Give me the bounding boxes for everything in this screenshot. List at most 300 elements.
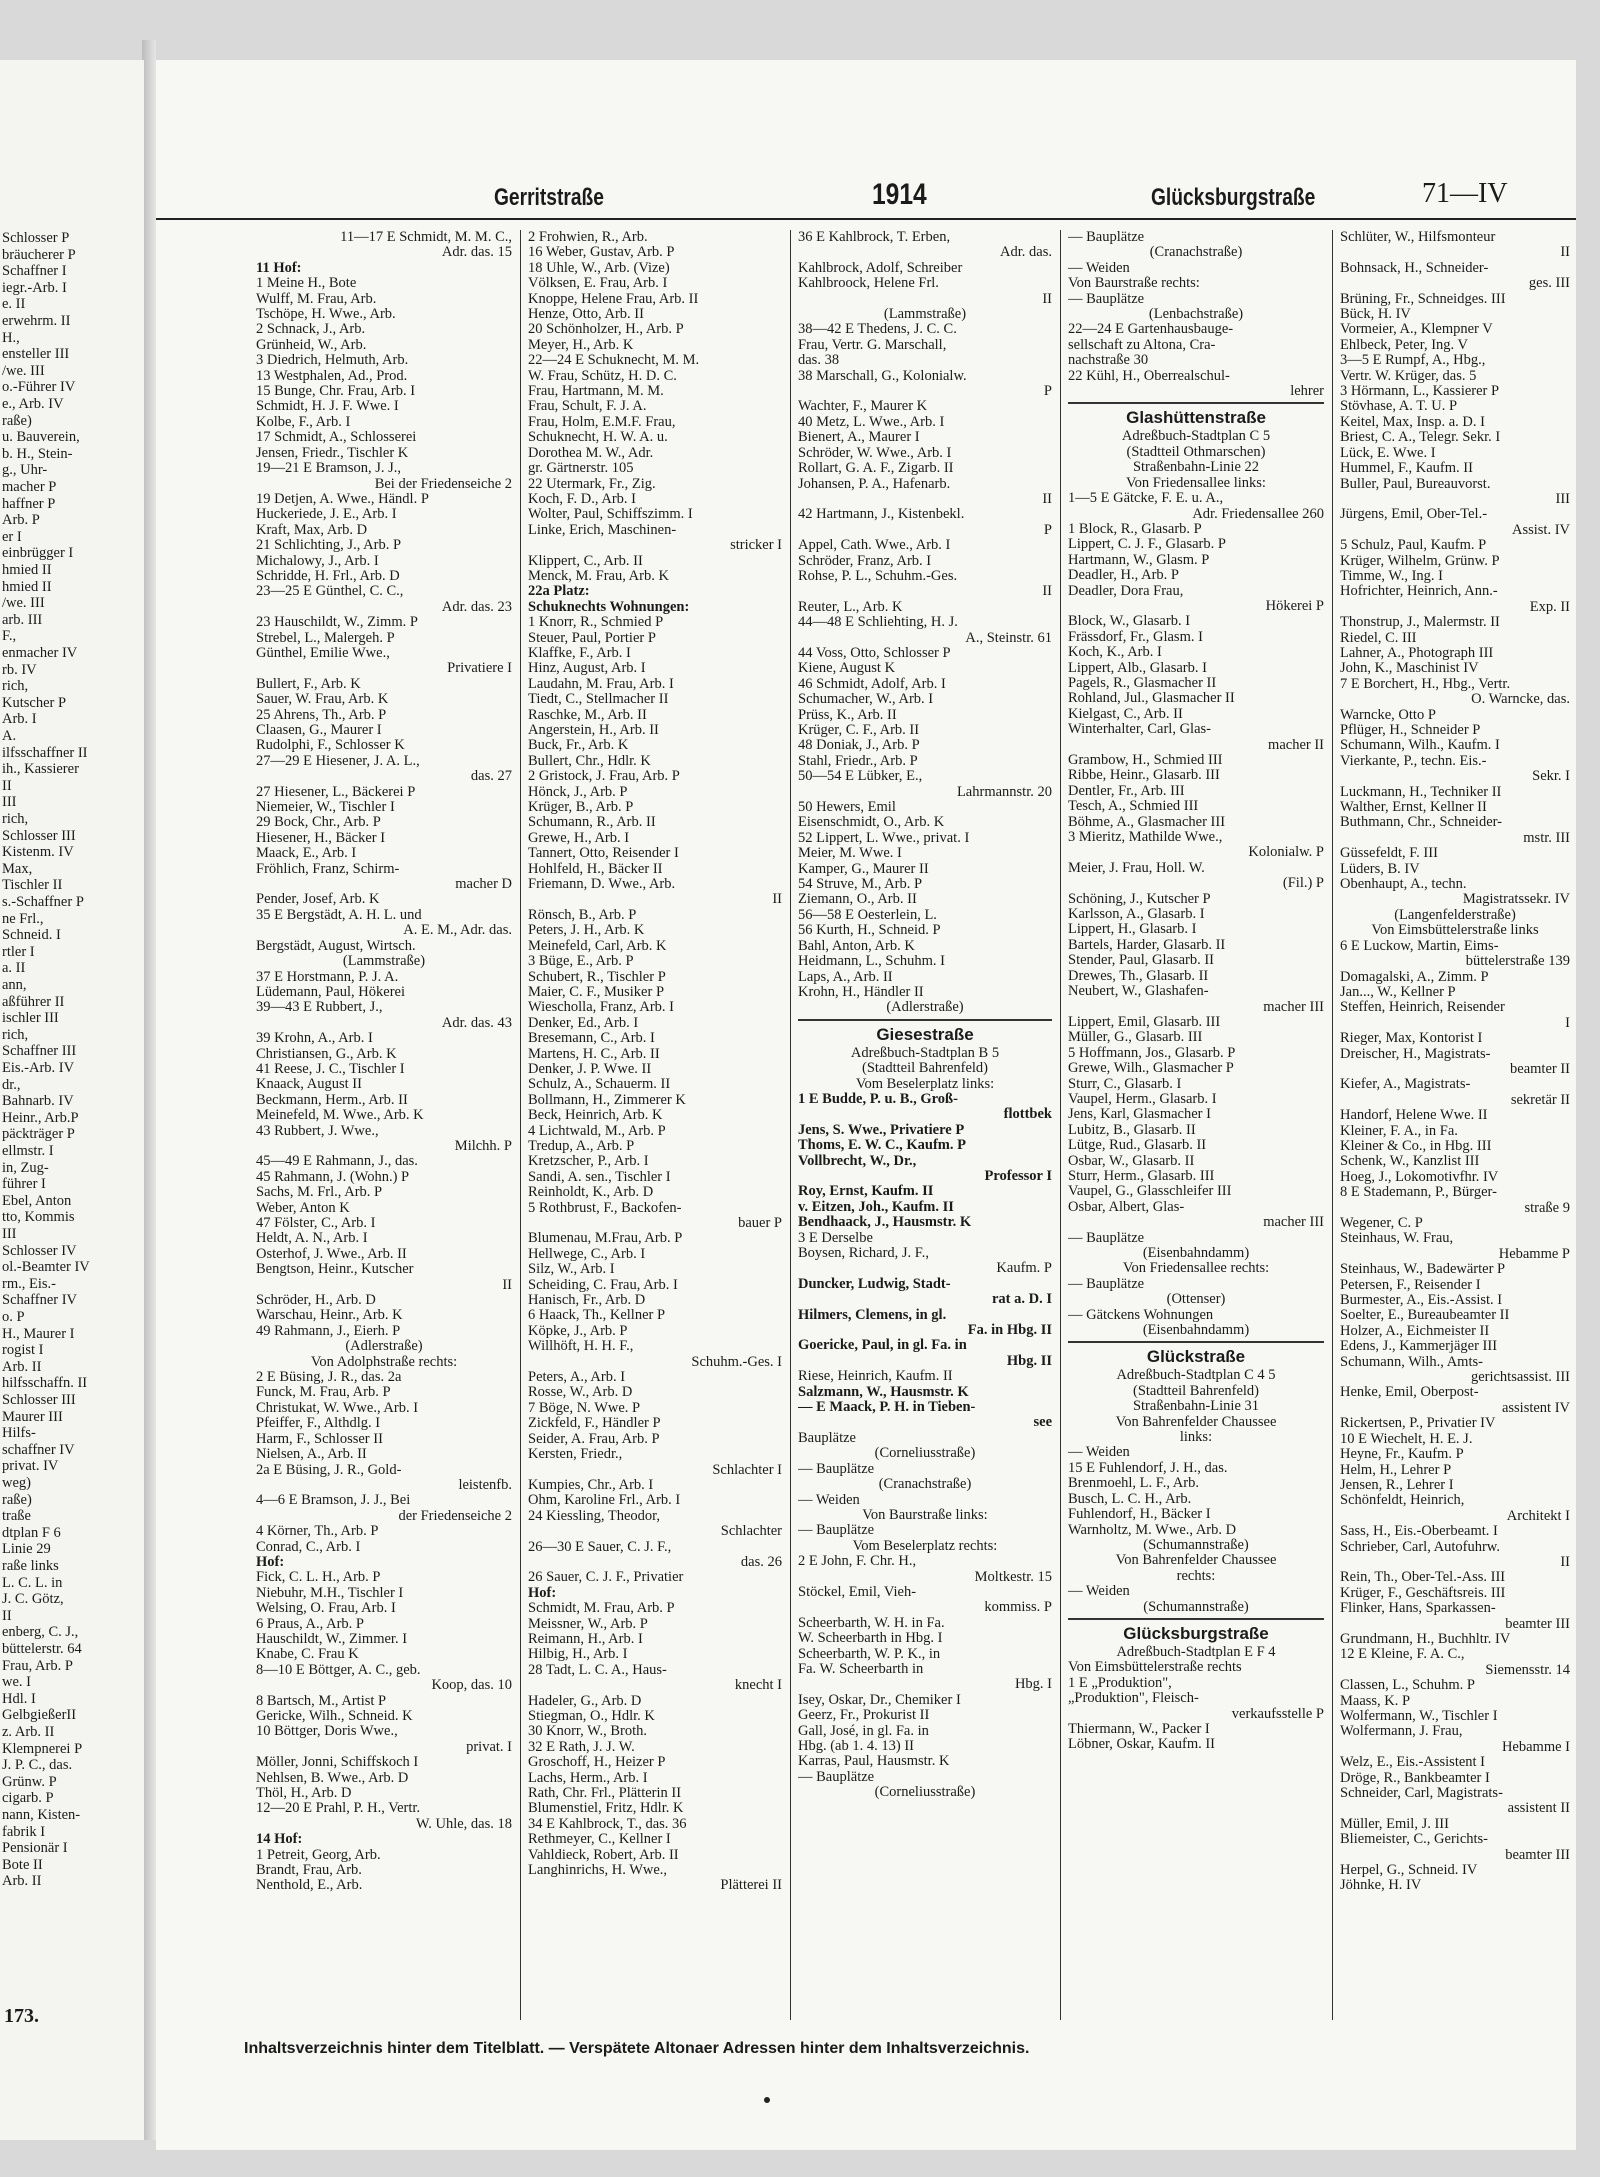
directory-entry: Brüning, Fr., Schneidges. III	[1340, 291, 1506, 307]
directory-entry: 43 Rubbert, J. Wwe.,	[256, 1123, 379, 1139]
left-page-line: rm., Eis.-	[2, 1275, 56, 1292]
column-2	[528, 230, 782, 2020]
directory-entry: Hbg. II	[1006, 1353, 1052, 1369]
directory-entry: 24 Kiessling, Theodor,	[528, 1508, 661, 1524]
directory-entry: Ohm, Karoline Frl., Arb. I	[528, 1493, 681, 1509]
directory-entry: Rieger, Max, Kontorist I	[1340, 1031, 1483, 1047]
directory-entry: Bienert, A., Maurer I	[798, 430, 920, 446]
directory-entry: Schuknechts Wohnungen:	[528, 599, 690, 615]
directory-entry: Von Eimsbüttelerstraße rechts	[1068, 1660, 1242, 1676]
left-page-line: J. P. C., das.	[2, 1757, 73, 1774]
directory-entry: Hiesener, H., Bäcker I	[256, 830, 386, 846]
directory-entry: Hofrichter, Heinrich, Ann.-	[1340, 584, 1498, 600]
directory-entry: Linke, Erich, Maschinen-	[528, 522, 677, 538]
directory-entry: Vom Beselerplatz rechts:	[852, 1538, 998, 1554]
directory-entry: Scheerbarth, W. H. in Fa.	[798, 1615, 945, 1631]
directory-entry: Johansen, P. A., Hafenarb.	[798, 476, 951, 492]
directory-entry: Adr. Friedensallee 260	[1192, 506, 1324, 522]
left-page-line: ischler III	[2, 1010, 59, 1027]
directory-entry: Rönsch, B., Arb. P	[528, 907, 637, 923]
directory-entry: 2 Frohwien, R., Arb.	[528, 230, 648, 245]
directory-entry: Niemeier, W., Tischler I	[256, 800, 395, 816]
directory-entry: Appel, Cath. Wwe., Arb. I	[798, 538, 951, 554]
column-4	[1068, 230, 1324, 2020]
directory-entry: W. Scheerbarth in Hbg. I	[798, 1631, 943, 1647]
directory-entry: (Lammstraße)	[883, 307, 967, 323]
left-page-line: privat. IV	[2, 1458, 59, 1475]
directory-entry: Pflüger, H., Schneider P	[1340, 723, 1481, 738]
directory-entry: Dentler, Fr., Arb. III	[1068, 783, 1185, 799]
directory-entry: Helm, H., Lehrer P	[1340, 1462, 1452, 1478]
directory-entry: Heyne, Fr., Kaufm. P	[1340, 1447, 1464, 1463]
directory-entry: 48 Doniak, J., Arb. P	[798, 738, 920, 754]
left-page-line: Kutscher P	[2, 694, 67, 711]
directory-entry: Hilmers, Clemens, in gl.	[798, 1307, 947, 1323]
directory-entry: Kaufm. P	[996, 1261, 1052, 1277]
directory-entry: W. Uhle, das. 18	[415, 1816, 512, 1832]
directory-entry: beamter III	[1505, 1616, 1570, 1632]
directory-entry: Hanisch, Fr., Arb. D	[528, 1293, 646, 1309]
directory-entry: das. 27	[470, 769, 512, 785]
directory-entry: — Weiden	[798, 1492, 860, 1508]
left-page-line: u. Bauverein,	[2, 429, 80, 446]
directory-entry: Adreßbuch-Stadtplan C 5	[1121, 429, 1271, 445]
directory-entry: Völksen, E. Frau, Arb. I	[528, 276, 668, 292]
directory-entry: Güssefeldt, F. III	[1340, 846, 1438, 862]
directory-entry: (Stadtteil Bahrenfeld)	[1132, 1383, 1260, 1399]
directory-entry: Herpel, G., Schneid. IV	[1340, 1863, 1478, 1879]
directory-entry: Henze, Otto, Arb. II	[528, 307, 644, 323]
column-divider	[790, 230, 791, 2020]
directory-entry: — Gätckens Wohnungen	[1068, 1307, 1214, 1323]
directory-entry: 47 Fölster, C., Arb. I	[256, 1216, 376, 1231]
directory-entry: Schneider, Carl, Magistrats-	[1340, 1786, 1503, 1802]
directory-entry: Möller, Jonni, Schiffskoch I	[256, 1755, 419, 1771]
directory-entry: Soelter, E., Bureaubeamter II	[1340, 1308, 1510, 1324]
directory-entry: Michalowy, J., Arb. I	[256, 553, 379, 569]
directory-entry: Denker, J. P. Wwe. II	[528, 1061, 652, 1077]
directory-entry: 22—24 E Gartenhausbauge-	[1068, 322, 1234, 338]
directory-entry: — Bauplätze	[1068, 1276, 1145, 1292]
left-page-line: raße)	[2, 1491, 32, 1508]
directory-entry: Vahldieck, Robert, Arb. II	[528, 1847, 679, 1863]
directory-entry: ges. III	[1528, 276, 1570, 292]
directory-entry: sekretär II	[1510, 1092, 1570, 1108]
directory-entry: Buller, Paul, Bureauvorst.	[1340, 476, 1491, 492]
directory-entry: Pender, Josef, Arb. K	[256, 892, 380, 908]
left-page-line: b. H., Stein-	[2, 445, 73, 462]
directory-entry: Reuter, L., Arb. K	[798, 599, 903, 615]
directory-entry: Von Baurstraße rechts:	[1068, 276, 1200, 292]
directory-entry: 29 Bock, Chr., Arb. P	[256, 815, 381, 831]
directory-entry: 25 Ahrens, Th., Arb. P	[256, 707, 387, 723]
left-page-line: arb. III	[2, 611, 43, 628]
directory-entry: Welz, E., Eis.-Assistent I	[1340, 1755, 1486, 1771]
directory-entry: 5 Hoffmann, Jos., Glasarb. P	[1068, 1045, 1236, 1061]
directory-entry: 19—21 E Bramson, J. J.,	[256, 461, 401, 477]
directory-entry: bauer P	[738, 1216, 782, 1231]
directory-entry: Meinefeld, Carl, Arb. K	[528, 938, 667, 954]
left-page-line: rich,	[2, 678, 29, 695]
directory-entry: Straßenbahn-Linie 31	[1132, 1399, 1260, 1415]
column-divider	[1060, 230, 1061, 2020]
directory-entry: (Fil.) P	[1282, 876, 1324, 892]
left-page-line: Hilfs-	[2, 1425, 36, 1442]
directory-entry: Rath, Chr. Frl., Plätterin II	[528, 1786, 682, 1802]
directory-entry: Lippert, Emil, Glasarb. III	[1068, 1014, 1221, 1030]
directory-entry: macher II	[1268, 737, 1324, 753]
directory-entry: Rohse, P. L., Schuhm.-Ges.	[798, 568, 958, 584]
left-page-line: Maurer III	[2, 1408, 63, 1425]
left-page-number: 173.	[4, 2005, 39, 2027]
directory-entry: Schöning, J., Kutscher P	[1068, 891, 1211, 907]
directory-entry: Reimann, H., Arb. I	[528, 1631, 643, 1647]
directory-entry: sellschaft zu Altona, Cra-	[1068, 337, 1216, 353]
directory-entry: 39 Krohn, A., Arb. I	[256, 1031, 373, 1047]
directory-entry: Fa. in Hbg. II	[967, 1323, 1052, 1339]
left-page-line: J. C. Götz,	[2, 1591, 64, 1608]
directory-entry: 11 Hof:	[256, 260, 302, 276]
directory-entry: 38 Marschall, G., Kolonialw.	[798, 368, 967, 384]
directory-entry: Exp. II	[1529, 599, 1570, 615]
directory-entry: Lück, E. Wwe. I	[1340, 445, 1436, 461]
directory-entry: 21 Schlichting, J., Arb. P	[256, 538, 402, 554]
directory-entry: (Stadtteil Bahrenfeld)	[861, 1061, 989, 1077]
directory-entry: Peters, A., Arb. I	[528, 1370, 626, 1386]
left-page-line: hilfsschaffn. II	[2, 1375, 88, 1392]
left-page-line: iegr.-Arb. I	[2, 279, 67, 296]
directory-entry: 2 Schnack, J., Arb.	[256, 322, 366, 338]
directory-entry: Henke, Emil, Oberpost-	[1340, 1385, 1479, 1401]
directory-entry: (Adlerstraße)	[886, 1000, 964, 1016]
directory-entry: Peters, J. H., Arb. K	[528, 923, 645, 939]
directory-entry: Scheerbarth, W. P. K., in	[798, 1646, 941, 1662]
left-page-line: raße links	[2, 1558, 59, 1574]
directory-entry: (Schumannstraße)	[1143, 1537, 1249, 1553]
directory-entry: 40 Metz, L. Wwe., Arb. I	[798, 414, 945, 430]
page-mark	[764, 2097, 770, 2103]
directory-entry: Wiescholla, Franz, Arb. I	[528, 1000, 674, 1016]
directory-entry: 2a E Büsing, J. R., Gold-	[256, 1462, 402, 1478]
directory-entry: büttelerstraße 139	[1465, 954, 1570, 970]
directory-entry: Hartmann, W., Glasm. P	[1068, 552, 1210, 568]
directory-entry: Jensen, R., Lehrer I	[1340, 1477, 1454, 1493]
directory-entry: Briest, C. A., Telegr. Sekr. I	[1340, 430, 1501, 446]
directory-entry: Funck, M. Frau, Arb. P	[256, 1385, 391, 1401]
directory-entry: Jensen, Friedr., Tischler K	[256, 445, 409, 461]
directory-entry: Von Bahrenfelder Chaussee	[1115, 1414, 1277, 1430]
directory-entry: 22—24 E Schuknecht, M. M.	[528, 353, 700, 369]
directory-entry: nachstraße 30	[1068, 353, 1149, 369]
directory-entry: 4 Lichtwald, M., Arb. P	[528, 1123, 666, 1139]
header-street-left: Gerritstraße	[494, 184, 604, 211]
directory-entry: Warncke, Otto P	[1340, 707, 1436, 723]
street-heading: Glücksburgstraße	[1123, 1623, 1269, 1643]
directory-entry: Wolter, Paul, Schiffszimm. I	[528, 507, 693, 523]
directory-entry: Kahlbrock, Adolf, Schreiber	[798, 260, 963, 276]
directory-entry: Osbar, Albert, Glas-	[1068, 1199, 1185, 1215]
directory-entry: 12 E Kleine, F. A. C.,	[1340, 1647, 1465, 1663]
directory-entry: Adreßbuch-Stadtplan C 4 5	[1116, 1368, 1276, 1384]
directory-entry: Jan..., W., Kellner P	[1340, 984, 1456, 1000]
directory-entry: Koop, das. 10	[431, 1678, 512, 1694]
directory-entry: — E Maack, P. H. in Tieben-	[798, 1400, 976, 1416]
left-page-line: erwehrm. II	[2, 313, 71, 329]
directory-entry: Christiansen, G., Arb. K	[256, 1046, 397, 1062]
directory-entry: macher III	[1263, 1215, 1324, 1231]
left-page-line: ne Frl.,	[2, 910, 44, 927]
directory-entry: Heidmann, L., Schuhm. I	[798, 954, 945, 970]
directory-entry: Niebuhr, M.H., Tischler I	[256, 1585, 404, 1601]
directory-entry: Straßenbahn-Linie 22	[1132, 460, 1260, 476]
left-page-line: Schaffner IV	[2, 1292, 78, 1309]
directory-entry: see	[1033, 1415, 1052, 1431]
directory-entry: Müller, Emil, J. III	[1340, 1816, 1449, 1832]
directory-entry: Wolfermann, J. Frau,	[1340, 1724, 1463, 1740]
left-page-line: Ebel, Anton	[2, 1192, 72, 1209]
left-page-line: Klempnerei P	[2, 1740, 83, 1757]
left-page-line: F.,	[2, 628, 17, 645]
left-page-line: dtplan F 6	[2, 1524, 61, 1541]
directory-entry: 8 E Stademann, P., Bürger-	[1340, 1185, 1497, 1201]
directory-entry: Frau, Schult, F. J. A.	[528, 399, 647, 415]
left-page-line: Frau, Arb. P	[2, 1657, 73, 1674]
directory-entry: II	[1560, 245, 1570, 261]
directory-entry: I	[1565, 1015, 1570, 1031]
directory-entry: Rethmeyer, C., Kellner I	[528, 1832, 671, 1848]
directory-entry: Thiermann, W., Packer I	[1068, 1721, 1210, 1737]
directory-entry: Rein, Th., Ober-Tel.-Ass. III	[1340, 1570, 1506, 1586]
directory-entry: A., Steinstr. 61	[965, 630, 1052, 646]
directory-entry: Vormeier, A., Klempner V	[1340, 322, 1493, 338]
directory-entry: 7 Böge, N. Wwe. P	[528, 1400, 641, 1416]
directory-entry: 4—6 E Bramson, J. J., Bei	[256, 1493, 411, 1509]
directory-entry: Bergstädt, August, Wirtsch.	[256, 938, 416, 954]
header-street-right: Glücksburgstraße	[1151, 184, 1316, 211]
directory-entry: II	[772, 892, 782, 908]
directory-entry: Löbner, Oskar, Kaufm. II	[1068, 1737, 1216, 1753]
directory-entry: Kersten, Friedr.,	[528, 1447, 623, 1463]
directory-entry: Tredup, A., Arb. P	[528, 1138, 635, 1154]
directory-entry: Meier, M. Wwe. I	[798, 846, 902, 862]
directory-entry: der Friedenseiche 2	[398, 1508, 512, 1524]
directory-entry: 56—58 E Oesterlein, L.	[798, 907, 937, 923]
directory-entry: Boysen, Richard, J. F.,	[798, 1246, 929, 1261]
directory-entry: beamter III	[1505, 1847, 1570, 1863]
directory-entry: Schröder, Franz, Arb. I	[798, 553, 932, 569]
directory-entry: Weber, Anton K	[256, 1200, 350, 1216]
left-page-line: Schlosser III	[2, 1392, 76, 1408]
directory-entry: Architekt I	[1506, 1508, 1570, 1524]
directory-entry: 16 Weber, Gustav, Arb. P	[528, 245, 675, 261]
directory-entry: Fröhlich, Franz, Schirm-	[256, 861, 400, 877]
directory-entry: Angerstein, H., Arb. II	[528, 723, 659, 738]
left-page-line: ensteller III	[2, 346, 70, 363]
directory-entry: Schumacher, W., Arb. I	[798, 692, 934, 708]
directory-entry: (Cranachstraße)	[878, 1477, 972, 1493]
directory-entry: Knabe, C. Frau K	[256, 1647, 359, 1663]
directory-entry: 1 E „Produktion",	[1068, 1675, 1172, 1691]
directory-entry: 54 Struve, M., Arb. P	[798, 877, 923, 893]
directory-entry: 41 Reese, J. C., Tischler I	[256, 1061, 405, 1077]
left-page-fragment	[0, 60, 144, 2140]
directory-entry: P	[1043, 522, 1052, 538]
directory-entry: Silz, W., Arb. I	[528, 1262, 615, 1278]
directory-entry: Vaupel, Herm., Glasarb. I	[1068, 1091, 1217, 1107]
section-rule	[1068, 402, 1324, 404]
directory-entry: Tiedt, C., Stellmacher II	[528, 692, 669, 708]
directory-entry: Warnholtz, M. Wwe., Arb. D	[1068, 1522, 1237, 1538]
directory-entry: Adreßbuch-Stadtplan E F 4	[1116, 1644, 1276, 1660]
directory-entry: Schönfeldt, Heinrich,	[1340, 1493, 1465, 1509]
directory-entry: 12—20 E Prahl, P. H., Vertr.	[256, 1801, 421, 1817]
left-page-line: cigarb. P	[2, 1790, 54, 1807]
directory-entry: Buthmann, Chr., Schneider-	[1340, 815, 1503, 831]
directory-entry: — Weiden	[1068, 260, 1130, 276]
left-page-line: Heinr., Arb.P	[2, 1109, 79, 1126]
directory-entry: Stiegman, O., Hdlr. K	[528, 1709, 655, 1724]
directory-entry: Zickfeld, F., Händler P	[528, 1416, 661, 1432]
directory-entry: Hellwege, C., Arb. I	[528, 1246, 646, 1262]
left-page-line: raße)	[2, 412, 32, 429]
directory-entry: — Bauplätze	[1068, 230, 1145, 245]
book-spine	[142, 40, 156, 2140]
directory-entry: 45 Rahmann, J. (Wohn.) P	[256, 1169, 410, 1185]
directory-entry: 1—5 E Gätcke, F. E. u. A.,	[1068, 491, 1224, 507]
directory-entry: Eisenschmidt, O., Arb. K	[798, 815, 945, 831]
directory-entry: Vollbrecht, W., Dr.,	[798, 1153, 917, 1169]
directory-entry: Hoeg, J., Lokomotivfhr. IV	[1340, 1169, 1499, 1185]
directory-entry: leistenfb.	[458, 1477, 512, 1493]
directory-entry: II	[1560, 1554, 1570, 1570]
directory-entry: Kahlbroock, Helene Frl.	[798, 276, 939, 292]
directory-entry: Roy, Ernst, Kaufm. II	[798, 1184, 934, 1200]
left-page-line: e., Arb. IV	[2, 396, 64, 412]
directory-entry: knecht I	[734, 1678, 782, 1694]
left-page-line: H., Maurer I	[2, 1325, 75, 1342]
left-page-line: Hdl. I	[2, 1690, 36, 1707]
left-page-line: III	[2, 1226, 17, 1242]
directory-entry: Professor I	[984, 1168, 1052, 1184]
directory-entry: Hönck, J., Arb. P	[528, 784, 628, 800]
left-page-line: Max,	[2, 860, 33, 877]
directory-entry: Kolonialw. P	[1248, 845, 1324, 861]
directory-entry: 26 Sauer, C. J. F., Privatier	[528, 1570, 684, 1586]
directory-entry: W. Frau, Schütz, H. D. C.	[528, 368, 677, 384]
directory-entry: Schlachter I	[712, 1462, 782, 1478]
directory-entry: 44 Voss, Otto, Schlosser P	[798, 645, 951, 661]
directory-entry: Christukat, W. Wwe., Arb. I	[256, 1400, 419, 1416]
directory-entry: Bartels, Harder, Glasarb. II	[1068, 937, 1226, 953]
directory-entry: Classen, L., Schuhm. P	[1340, 1678, 1475, 1694]
left-page-line: Arb. I	[2, 711, 37, 728]
directory-entry: Wulff, M. Frau, Arb.	[256, 291, 377, 307]
directory-entry: privat. I	[466, 1739, 512, 1755]
directory-entry: 44—48 E Schliehting, H. J.	[798, 615, 958, 631]
directory-entry: Timme, W., Ing. I	[1340, 568, 1443, 584]
left-page-line: /we. III	[2, 362, 45, 379]
directory-entry: Wegener, C. P	[1340, 1216, 1423, 1231]
left-page-line: Schneid. I	[2, 927, 61, 944]
directory-entry: Lüdemann, Paul, Hökerei	[256, 984, 405, 1000]
directory-entry: Walther, Ernst, Kellner II	[1340, 800, 1487, 816]
directory-entry: Krohn, H., Händler II	[798, 984, 924, 1000]
directory-entry: Dröge, R., Bankbeamter I	[1340, 1770, 1490, 1786]
directory-entry: Rosse, W., Arb. D	[528, 1385, 633, 1401]
directory-entry: Hebamme I	[1501, 1739, 1570, 1755]
directory-entry: Deadler, Dora Frau,	[1068, 583, 1184, 599]
left-page-line: Schaffner III	[2, 1043, 77, 1060]
directory-entry: (Schumannstraße)	[1143, 1599, 1249, 1615]
directory-entry: Lippert, C. J. F., Glasarb. P	[1068, 537, 1226, 553]
directory-entry: Krüger, C. F., Arb. II	[798, 723, 920, 738]
directory-entry: Gericke, Wilh., Schneid. K	[256, 1709, 413, 1724]
directory-entry: Jens, S. Wwe., Privatiere P	[798, 1122, 965, 1138]
directory-entry: Karlsson, A., Glasarb. I	[1068, 907, 1205, 923]
left-page-line: macher P	[2, 479, 57, 495]
section-rule	[1068, 1341, 1324, 1343]
directory-entry: Edens, J., Kammerjäger III	[1340, 1339, 1498, 1355]
directory-entry: 50—54 E Lübker, E.,	[798, 769, 923, 785]
left-page-line: schaffner IV	[2, 1441, 75, 1458]
directory-entry: Welsing, O. Frau, Arb. I	[256, 1601, 396, 1617]
directory-entry: Von Friedensallee links:	[1126, 475, 1266, 491]
directory-entry: Schmidt, M. Frau, Arb. P	[528, 1601, 675, 1617]
directory-entry: Karras, Paul, Hausmstr. K	[798, 1754, 950, 1770]
directory-entry: Schumann, Wilh., Amts-	[1340, 1354, 1483, 1370]
directory-entry: Steinhaus, W. Frau,	[1340, 1231, 1454, 1247]
directory-entry: 17 Schmidt, A., Schlosserei	[256, 430, 417, 446]
left-page-line: ol.-Beamter IV	[2, 1259, 90, 1276]
directory-entry: Vertr. W. Krüger, das. 5	[1340, 368, 1477, 384]
directory-entry: Denker, Ed., Arb. I	[528, 1015, 639, 1031]
directory-page	[156, 60, 1576, 2150]
directory-entry: Stender, Paul, Glasarb. II	[1068, 953, 1214, 969]
directory-entry: „Produktion", Fleisch-	[1068, 1691, 1199, 1707]
left-page-line: g., Uhr-	[2, 462, 48, 479]
directory-entry: Busch, L. C. H., Arb.	[1068, 1491, 1192, 1507]
directory-entry: 37 E Horstmann, P. J. A.	[256, 969, 399, 985]
directory-entry: Steinhaus, W., Badewärter P	[1340, 1262, 1506, 1278]
left-page-line: hmied II	[2, 562, 52, 578]
directory-entry: Ziemann, O., Arb. II	[798, 892, 917, 908]
directory-entry: Rohland, Jul., Glasmacher II	[1068, 691, 1235, 707]
directory-entry: Rickertsen, P., Privatier IV	[1340, 1416, 1496, 1432]
directory-entry: Handorf, Helene Wwe. II	[1340, 1108, 1488, 1124]
left-page-line: er I	[2, 528, 22, 545]
left-page-line: Schlosser III	[2, 827, 76, 844]
directory-entry: (Langenfelderstraße)	[1394, 907, 1516, 923]
directory-entry: 1 Petreit, Georg, Arb.	[256, 1847, 381, 1863]
directory-entry: 5 Schulz, Paul, Kaufm. P	[1340, 538, 1487, 554]
column-divider	[1332, 230, 1333, 2020]
directory-entry: Privatiere I	[447, 661, 512, 677]
directory-entry: Reinholdt, K., Arb. D	[528, 1185, 654, 1201]
left-page-line: a. II	[2, 960, 26, 977]
directory-entry: Jürgens, Emil, Ober-Tel.-	[1340, 507, 1488, 523]
directory-entry: Frau, Vertr. G. Marschall,	[798, 337, 947, 353]
directory-entry: Keitel, Max, Insp. a. D. I	[1340, 414, 1485, 430]
directory-entry: Kleiner & Co., in Hbg. III	[1340, 1138, 1492, 1154]
directory-entry: Nehlsen, B. Wwe., Arb. D	[256, 1770, 409, 1786]
directory-entry: kommiss. P	[984, 1600, 1052, 1616]
left-page-line: /we. III	[2, 595, 45, 612]
directory-entry: Maier, C. F., Musiker P	[528, 984, 665, 1000]
directory-entry: Bück, H. IV	[1340, 307, 1411, 323]
directory-entry: Müller, G., Glasarb. III	[1068, 1030, 1203, 1046]
directory-entry: 11—17 E Schmidt, M. M. C.,	[340, 230, 512, 245]
directory-entry: Kraft, Max, Arb. D	[256, 522, 368, 538]
